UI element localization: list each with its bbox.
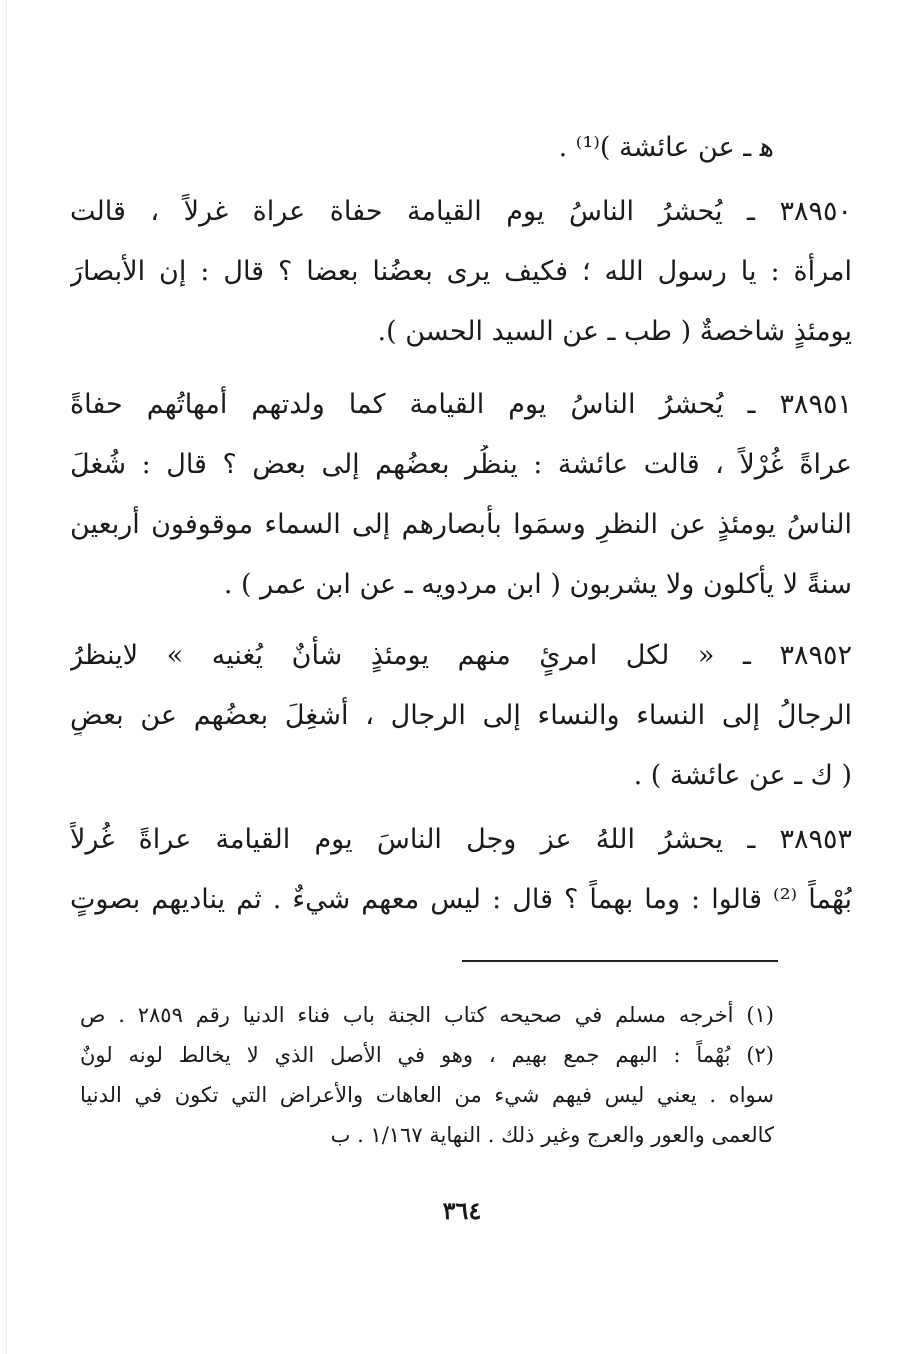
hadith-38951-line-2: عراةً غُرْلاً ، قالت عائشة : ينظُر بعضُهم إلى بعض ؟ قال : شُغلَ xyxy=(70,449,852,480)
hadith-38952-line-2: الرجالُ إلى النساء والنساء إلى الرجال ، أُشغِلَ بعضُهم عن بعضٍ xyxy=(70,700,852,731)
footnote-1: (١) أخرجه مسلم في صحيحه كتاب الجنة باب فناء الدنيا رقم ٢٨٥٩ . ص xyxy=(80,1003,774,1027)
hadith-38951-line-1: ٣٨٩٥١ ـ يُحشرُ الناسُ يوم القيامة كما ولدتهم أمهاتُهم حفاةً xyxy=(70,389,852,420)
hadith-38953-line-1: ٣٨٩٥٣ ـ يحشرُ اللهُ عز وجل الناسَ يوم القيامة عراةً غُرلاً xyxy=(70,824,852,855)
hadith-38953-line-2: بُهْماً ⁽²⁾ قالوا : وما بهماً ؟ قال : ليس معهم شيءٌ . ثم يناديهم بصوتٍ xyxy=(70,884,852,915)
footnote-2-line-1: (٢) بُهْماً : البهم جمع بهيم ، وهو في الأصل الذي لا يخالط لونه لونٌ xyxy=(80,1043,774,1067)
hadith-38950-line-2: امرأة : يا رسول الله ؛ فكيف يرى بعضُنا بعضا ؟ قال : إن الأبصارَ xyxy=(70,256,852,287)
hadith-38952-line-3: ( ك ـ عن عائشة ) . xyxy=(633,760,852,791)
intro-line: ﻫ ـ عن عائشة )⁽¹⁾ . xyxy=(558,132,774,163)
footnote-2-line-3: كالعمى والعور والعرج وغير ذلك . النهاية ١/١٦٧ . ب xyxy=(330,1123,774,1147)
hadith-38952-line-1: ٣٨٩٥٢ ـ « لكل امرئٍ منهم يومئذٍ شأنٌ يُغنيه » لاينظرُ xyxy=(70,640,852,671)
hadith-38950-line-3: يومئذٍ شاخصةٌ ( طب ـ عن السيد الحسن ). xyxy=(377,316,852,347)
hadith-38950-line-1: ٣٨٩٥٠ ـ يُحشرُ الناسُ يوم القيامة حفاة عراة غرلاً ، قالت xyxy=(70,196,852,227)
hadith-38951-line-4: سنةً لا يأكلون ولا يشربون ( ابن مردويه ـ عن ابن عمر ) . xyxy=(223,569,852,600)
hadith-38951-line-3: الناسُ يومئذٍ عن النظرِ وسمَوا بأبصارهم إلى السماء موقوفون أربعين xyxy=(70,509,852,540)
page-number: ٣٦٤ xyxy=(442,1196,482,1225)
scan-edge xyxy=(6,0,7,1354)
footnote-separator xyxy=(462,960,778,962)
footnote-2-line-2: سواه . يعني ليس فيهم شيء من العاهات والأعراض التي تكون في الدنيا xyxy=(80,1083,774,1107)
